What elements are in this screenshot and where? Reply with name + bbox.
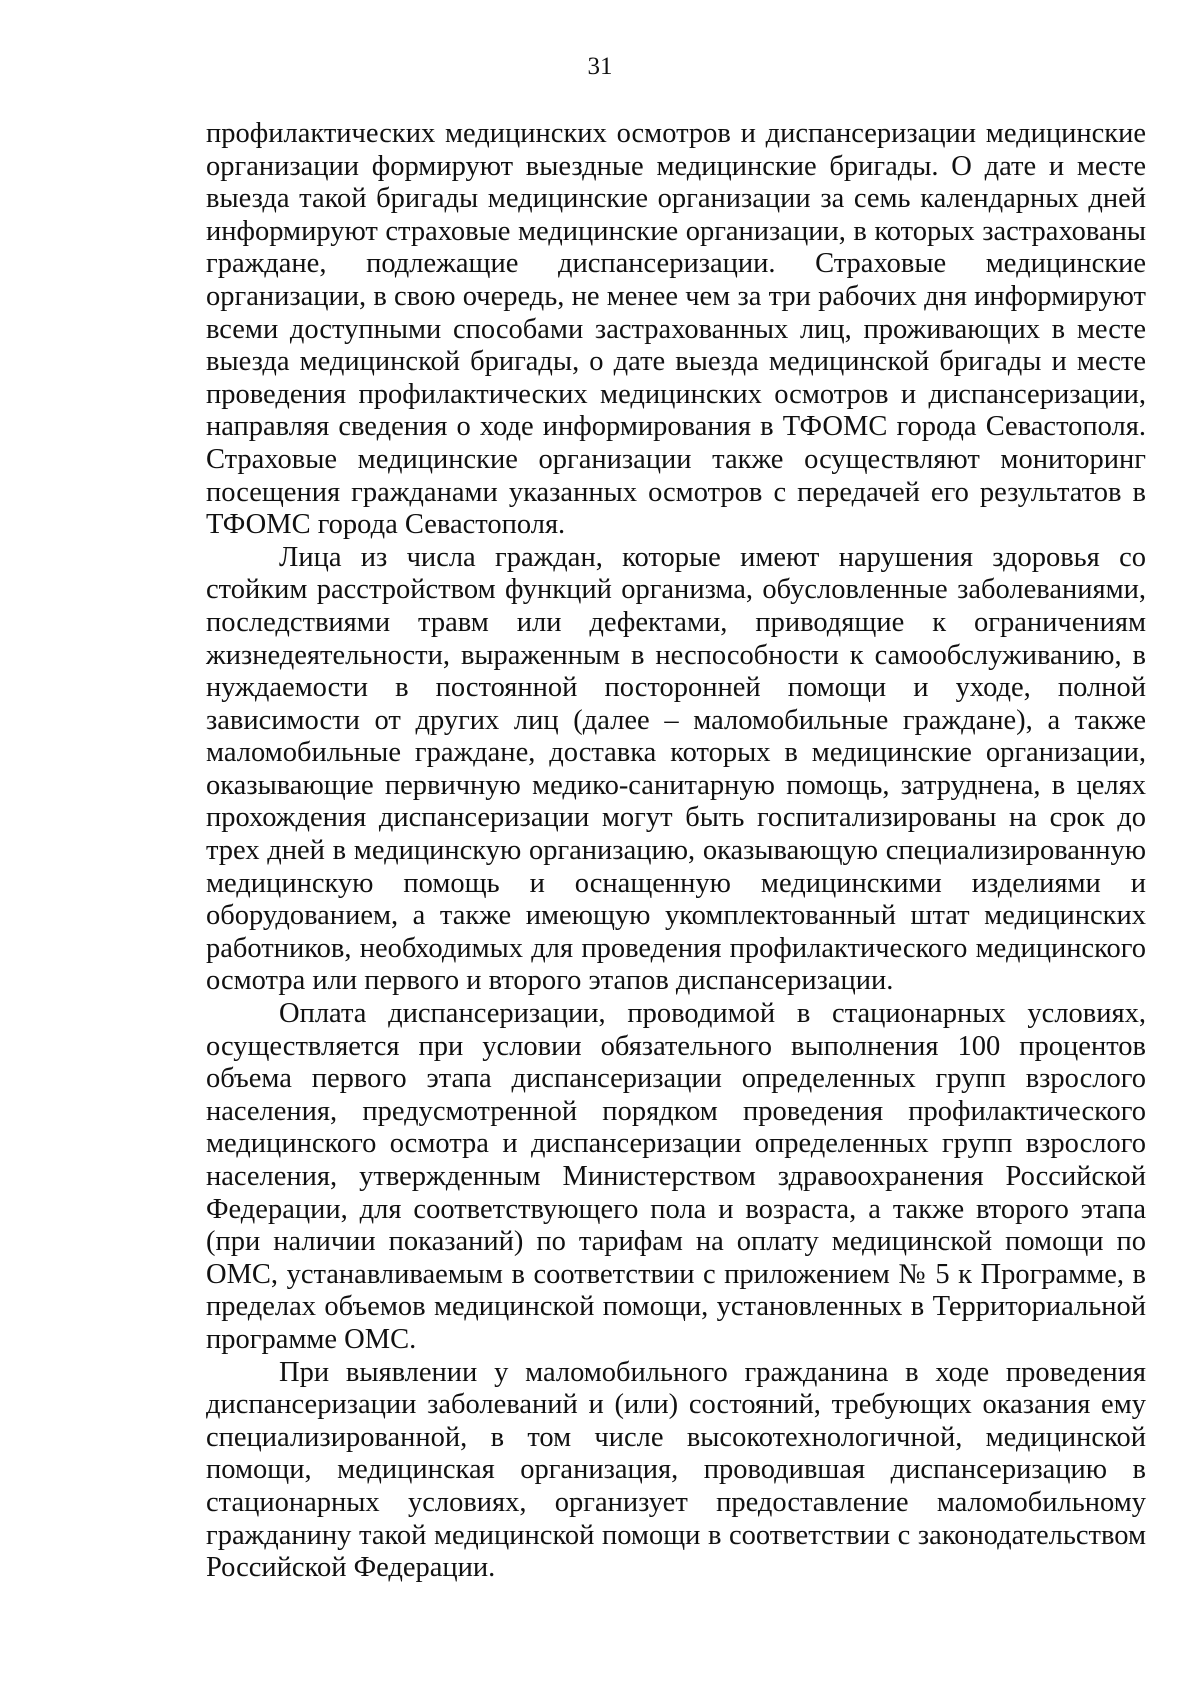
paragraph-2: Лица из числа граждан, которые имеют нарушения здоровья со стойким расстройством функций организма, обусловленные заболеваниями, последствиями травм или дефектами, приводящие к ограничениям жизнедеятельности, выраженным в неспособности к самообслуживанию, в нуждаемости в постоянной посторонней помощи и уходе, полной зависимости от других лиц (далее – маломобильные граждане), а также маломобильные граждане, доставка которых в медицинские организации, оказывающие первичную медико-санитарную помощь, затруднена, в целях прохождения диспансеризации могут быть госпитализированы на срок до трех дней в медицинскую организацию, оказывающую специализированную медицинскую помощь и оснащенную медицинскими изделиями и оборудованием, а также имеющую укомплектованный штат медицинских работников, необходимых для проведения профилактического медицинского осмотра или первого и второго этапов диспансеризации. <box>206 541 1146 997</box>
paragraph-4: При выявлении у маломобильного гражданина в ходе проведения диспансеризации заболеваний и (или) состояний, требующих оказания ему специализированной, в том числе высокотехнологичной, медицинской помощи, медицинская организация, проводившая диспансеризацию в стационарных условиях, организует предоставление маломобильному гражданину такой медицинской помощи в соответствии с законодательством Российской Федерации. <box>206 1356 1146 1584</box>
page-number: 31 <box>587 53 613 80</box>
document-body <box>206 118 1146 1585</box>
paragraph-3: Оплата диспансеризации, проводимой в стационарных условиях, осуществляется при условии обязательного выполнения 100 процентов объема первого этапа диспансеризации определенных групп взрослого населения, предусмотренной порядком проведения профилактического медицинского осмотра и диспансеризации определенных групп взрослого населения, утвержденным Министерством здравоохранения Российской Федерации, для соответствующего пола и возраста, а также второго этапа (при наличии показаний) по тарифам на оплату медицинской помощи по ОМС, устанавливаемым в соответствии с приложением № 5 к Программе, в пределах объемов медицинской помощи, установленных в Территориальной программе ОМС. <box>206 998 1146 1355</box>
paragraph-1: профилактических медицинских осмотров и диспансеризации медицинские организации формируют выездные медицинские бригады. О дате и месте выезда такой бригады медицинские организации за семь календарных дней информируют страховые медицинские организации, в которых застрахованы граждане, подлежащие диспансеризации. Страховые медицинские организации, в свою очередь, не менее чем за три рабочих дня информируют всеми доступными способами застрахованных лиц, проживающих в месте выезда медицинской бригады, о дате выезда медицинской бригады и месте проведения профилактических медицинских осмотров и диспансеризации, направляя сведения о ходе информирования в ТФОМС города Севастополя. Страховые медицинские организации также осуществляют мониторинг посещения гражданами указанных осмотров с передачей его результатов в ТФОМС города Севастополя. <box>206 118 1146 541</box>
